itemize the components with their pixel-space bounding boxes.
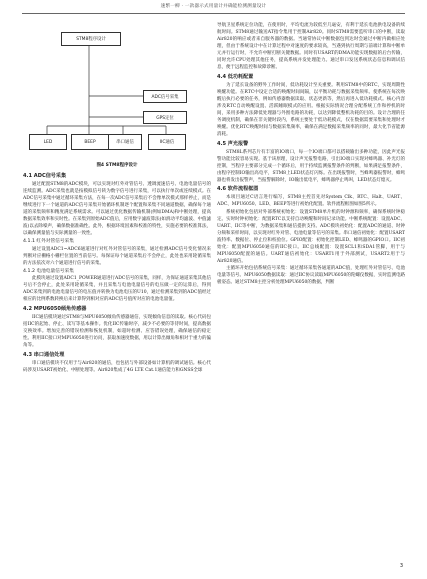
diagram-box-iic: IIC通信 bbox=[148, 134, 186, 150]
body-paragraph bbox=[217, 82, 405, 138]
paragraph-text: 系统初始化包括对外部系统初始化：设置STM8单片机的时钟源和频率，确保系统时钟稳定。实时时钟初始化：配置RTC以支持自动唤醒和时间记录功能。中断系统配置：设置ADC、UART、IIC等中断，为数据采集和通信提供支持。ADC模块初始化：配置ADC的通道、时钟分频和采样时间，以实现对红外对管、电池电量等信号的采集。串口通信初始化：配置USART波特率、数据位、停止位和校验位。GPIO配置：初始化控制LED、蜂鸣器的GPIO口。IIC初始化：配置MPU6050通信的IIC接口。IIC总线配置：设置SCL1和SDA1管脚，用于与MPU6050配置的通信。UART通信初始化：USART1用于外部测试，USART2用于与Air820通信。 bbox=[217, 209, 405, 264]
section-heading: 4.5 声光报警 bbox=[217, 140, 249, 147]
left-column bbox=[23, 22, 211, 374]
diagram-box-led: LED bbox=[29, 134, 67, 150]
section-heading: 4.6 软件流程框图 bbox=[217, 186, 259, 193]
body-paragraph bbox=[23, 314, 211, 349]
header-rule bbox=[22, 13, 405, 14]
body-paragraph bbox=[217, 209, 405, 265]
running-header: 速繁一柳 · 一款器示式用量计并确能检测测量设计 bbox=[160, 4, 267, 9]
paragraph-text: IIC通信模块通过STM8与MPU6050倾角传感器通信，实现倾角信息的读取。核心代码包括IIC的起始、停止、读写等基本操作。优化IIC传输时序，减少不必要的等待时间，提高数据交换效率。增加完善的错误检测和恢复机制，如超时检测、应答错误处理，确保通信的稳定性。利用IIC接口对MPU6050进行访问，获取加速度数据，用以计算出倾角和相对于重力的偏角等。 bbox=[23, 315, 211, 349]
paragraph-text: 此模块通过设置ADC1_POWER通道进行ADC信号的采集，同样，为保证通道采集其他信号后不会停止，此处采用轮循采集，并且采集与电池电量信号的电压做一定的运算后，得到ADC采集到的电池电量信号的电压值并转换为电池电压的U10，通过检测采集到的ADC值经过相应的比例系数转换后来计算得到相对应的ADC信号值所对应的电池电量值。 bbox=[23, 276, 211, 303]
diagram-box-ADC: ADC信号采集 bbox=[143, 90, 187, 103]
figure-diagram bbox=[23, 22, 211, 160]
figure-caption: 图4 STM8程序设计 bbox=[96, 163, 138, 168]
body-paragraph bbox=[23, 360, 211, 374]
section-heading: 4.3 串口通信处理 bbox=[23, 351, 65, 358]
subsection-heading: 4.1.1 红外对管信号采集 bbox=[23, 239, 74, 245]
diagram-box-uart: 串口通信 bbox=[108, 134, 142, 150]
paragraph-text: STM8L系列芯片有丰富的IO端口，每一个IO端口都可以搭载输出多种功能，因此声光报警功能比较容易实现。基于该原理，设计声光报警电路，引出IO端口实现对蜂鸣器、补光灯的控制，当程序主要部分完成一个循环后，用于持续监测报警条件的判断，如果满足报警条件，由程序控制IO输出高电平，STM8上LED状态灯闪烁。在出现报警时，当蜂鸣器报警时，蜂鸣器也将发出报警声，当报警解除时，IO输出低电平，蜂鸣器停止鸣叫，LED状态灯熄灭。 bbox=[217, 149, 405, 183]
body-paragraph bbox=[217, 149, 405, 184]
right-text-flow bbox=[217, 22, 405, 286]
diagram-box-gps: GPS定位 bbox=[143, 111, 187, 124]
paragraph-text: 通过配置STM8的ADC模块，可以实现对红外对管信号、透调流速信号、电池电量信号的连续监测。ADC采集也就是按模拟信号转为数字信号进行采集，可以执行单次或连续模式。在ADC信号采集中通过循环采集方法，在每一次ADC信号采集后不会像单次模式那样停止，而是继续进行下一个通道的ADC信号采集开始循环机制逐个配置和采集不同通道数据，确保每个通道的采集频率和精度满足系统需求。可以通过优化数据传输机制(例如DMA)和中断处理，提高数据采集效率和实时性。在采集到原始ADC值后，应用数字滤波算法(如滑动平均滤波、中值滤波)以去除噪声，确保数据准确性。此外，根据环境因素和校准的特性，实施必要的校准算法，以确保测量值与实际测量的一致性。 bbox=[23, 182, 211, 237]
section-heading: 4.1 ADC信号采集 bbox=[23, 173, 67, 179]
left-text-flow bbox=[23, 172, 211, 374]
page-number: 3 bbox=[399, 563, 403, 569]
section-heading: 4.4 低功耗配置 bbox=[217, 73, 254, 80]
paragraph-text: 本项目通过C语言进行编写，STM8主控首先对System_Clk、RTC、Halt、UART、ADC、MPU6050、LED、BEEP等进行初始化配置。软件流程框图如图5所示。 bbox=[217, 195, 405, 208]
diagram-main-box: STM8程序设计 bbox=[61, 32, 121, 46]
body-paragraph bbox=[23, 275, 211, 303]
paragraph-text: 通过设置ADC1~ADC6通道进行对红外对管信号的采集，通过检测ADC信号变化情况来判断对应栅格小栅栏位置的当前信号。每保证每个通道采集后不会停止，此处也采用轮循采集的方法依次对六个通道进行信号的采集。 bbox=[23, 246, 211, 266]
right-column bbox=[217, 22, 405, 286]
section-heading: 4.2 MPU6050倾角传感器 bbox=[23, 306, 87, 313]
body-paragraph bbox=[217, 265, 405, 286]
subsection-heading: 4.1.2 电池电量信号采集 bbox=[23, 268, 74, 274]
diagram-box-beep: BEEP bbox=[71, 134, 109, 150]
paragraph-text: 串口通信模块不仅用于与Air820的通信，也包括与外部设备如计算机的调试通信。核心代码涉及USART初始化、中断处理等。Air820集成了4G LTE Cat.1通信能力和GNSS全球 bbox=[23, 360, 211, 373]
body-paragraph bbox=[23, 246, 211, 267]
paragraph-text: 导航卫星系统定位功能，在使用时，平均电流为较低至几毫安，有利于延长电池供电设备的续航时间。STM8通过输送AT指令集用于控制Air820。同时STM8需要监听串口的中断，读取Air820的响应或者来自服务器的数据。当通常协议中断数据包到达时会通过中断内做相应处理，但由于系统设计中在计算过程中对速度的要求较高，当遇到执行周期与前端计算和中断单元并行运行时，不允许中断打断关键数据。同时有USART的DMA功能实现数据的后台传输，同时允许CPU处理其他任务，提高系统并发处理能力。通过串口发送系统状态信息和调试信息，便于远程监控和故障诊断。 bbox=[217, 23, 405, 71]
body-paragraph bbox=[217, 22, 405, 71]
paragraph-text: 为了延长设备的野外工作时间，低功耗设计至关重要。利用STM8中的RTC，实现周期性唤醒功能。在RTC中设定合适的唤醒时间间隔，以平衡功耗与数据采集频率。使系统在每次唤醒后执行必要的任务，例如传感器数据读取、状态更新等，然后再进入低功耗模式。核心内容涉及RTC自动唤醒设置、活跃睡眠模式的应用。根据实际情况合理分配系统工作和停机的时间，采用多种方法降低处理器与外围电路的功耗，以达到降低整机功耗的目的。设计合理的任务调度机制，确保在非关键时段内，系统主要处于低功耗模式，仅在数据需要采集和处理时才唤醒。优化RTC唤醒时间与数据采集频率，确保在满足数据采集频率的同时，最大化节省能源消耗。 bbox=[217, 82, 405, 138]
body-paragraph bbox=[217, 194, 405, 208]
paragraph-text: 主循环开始包括系统信号采集：通过循环采集各通道的ADC值，处理红外对管信号、电池电量等信号。MPU6050数据读取：通过IIC协议读取MPU6050的陀螺仪数据，实时监测电路板姿态。通过STM8主控分析处理MPU6050的数据，判断 bbox=[217, 265, 405, 285]
body-paragraph bbox=[23, 181, 211, 237]
